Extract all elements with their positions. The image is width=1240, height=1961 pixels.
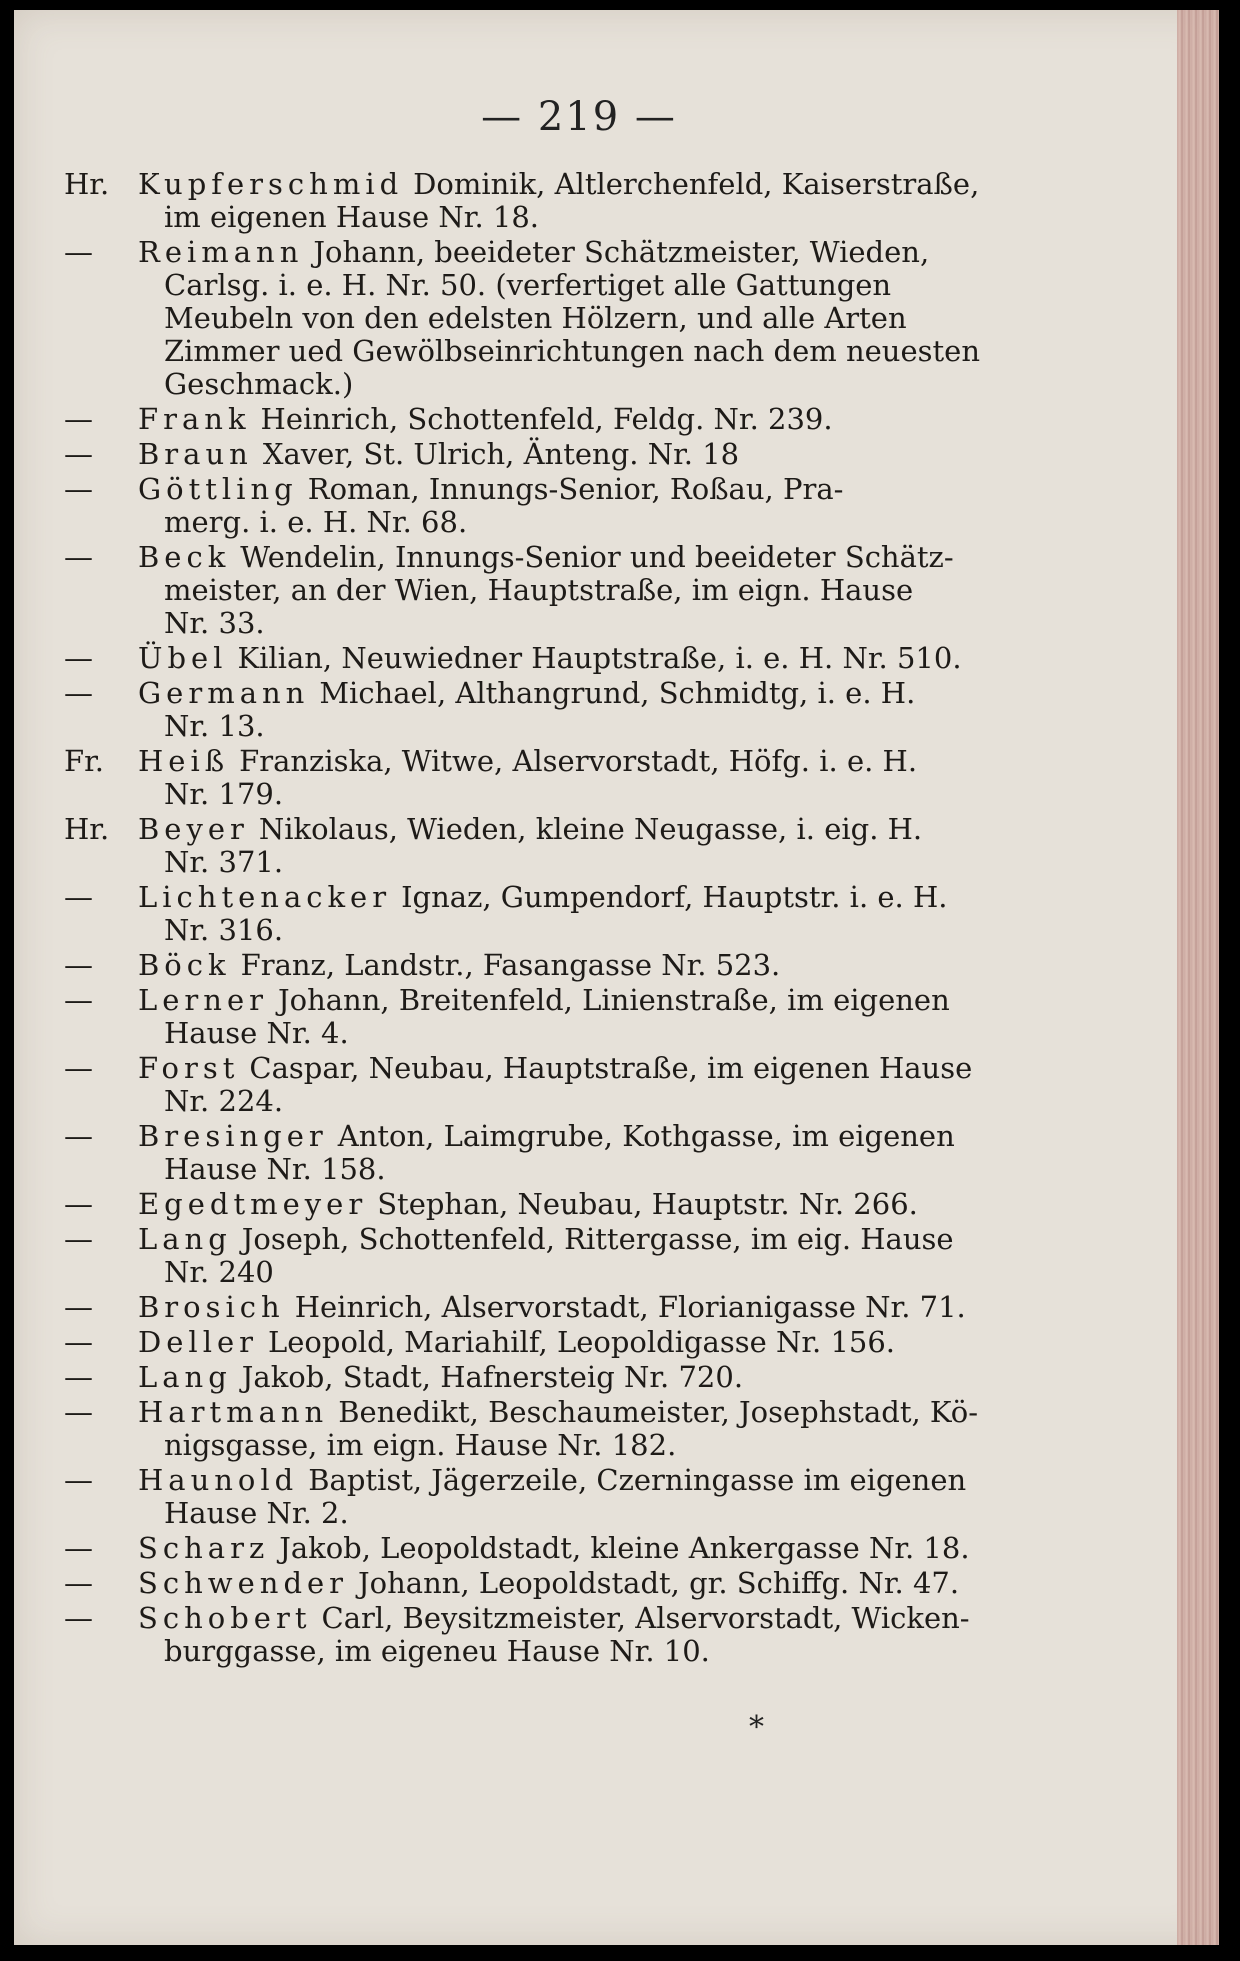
entry-prefix: — <box>64 1051 93 1085</box>
entry-prefix: — <box>64 1463 93 1497</box>
entry-text: Wendelin, Innungs-Senior und beeideter Schätz- <box>240 540 954 574</box>
page-content <box>64 94 1024 1670</box>
entry-surname: Haunold <box>138 1463 299 1497</box>
list-item <box>64 813 1024 879</box>
entry-surname: Braun <box>138 437 253 471</box>
entry-continuation: Hause Nr. 158. <box>164 1152 386 1186</box>
entry-text: Nikolaus, Wieden, kleine Neugasse, i. eig. H. <box>258 812 923 846</box>
entry-text: Kilian, Neuwiedner Hauptstraße, i. e. H. Nr. 510. <box>237 641 962 675</box>
entry-first-line <box>64 1223 1024 1256</box>
entry-text: Johann, Leopoldstadt, gr. Schiffg. Nr. 47. <box>358 1566 960 1600</box>
entry-first-line <box>64 949 1024 982</box>
entry-first-line <box>64 473 1024 506</box>
entry-text: Jakob, Stadt, Hafnersteig Nr. 720. <box>241 1360 744 1394</box>
entry-prefix: — <box>64 676 93 710</box>
list-item <box>64 403 1024 436</box>
entry-surname: Lang <box>138 1360 232 1394</box>
entry-text: Xaver, St. Ulrich, Änteng. Nr. 18 <box>262 437 740 471</box>
entry-first-line <box>64 1567 1024 1600</box>
entry-prefix: — <box>64 1325 93 1359</box>
entry-prefix: — <box>64 948 93 982</box>
entry-text: Roman, Innungs-Senior, Roßau, Pra- <box>307 472 844 506</box>
entry-continuation: Meubeln von den edelsten Hölzern, und alle Arten <box>164 301 907 335</box>
entry-surname: Hartmann <box>138 1395 329 1429</box>
entry-first-line <box>64 168 1024 201</box>
list-item <box>64 677 1024 743</box>
list-item <box>64 745 1024 811</box>
list-item <box>64 168 1024 234</box>
list-item <box>64 1120 1024 1186</box>
entry-surname: Beck <box>138 540 231 574</box>
entry-surname: Schwender <box>138 1566 349 1600</box>
entry-first-line <box>64 1120 1024 1153</box>
list-item <box>64 541 1024 640</box>
entry-continuation: Zimmer ued Gewölbseinrichtungen nach dem neuesten <box>164 334 981 368</box>
entry-first-line <box>64 881 1024 914</box>
book-page <box>14 10 1219 1945</box>
entry-text: Johann, beeideter Schätzmeister, Wieden, <box>313 235 930 269</box>
entry-surname: Kupferschmid <box>138 167 404 201</box>
entry-continuation: Hause Nr. 4. <box>164 1016 349 1050</box>
entry-first-line <box>64 541 1024 574</box>
entry-surname: Lichtenacker <box>138 880 392 914</box>
list-item <box>64 642 1024 675</box>
entry-continuation: Hause Nr. 2. <box>164 1496 349 1530</box>
entry-continuation: Nr. 224. <box>164 1084 284 1118</box>
list-item <box>64 473 1024 539</box>
entry-surname: Heiß <box>138 744 230 778</box>
entry-surname: Böck <box>138 948 231 982</box>
entry-text: Joseph, Schottenfeld, Rittergasse, im eig. Hause <box>241 1222 954 1256</box>
list-item <box>64 1291 1024 1324</box>
list-item <box>64 1052 1024 1118</box>
list-item <box>64 438 1024 471</box>
entry-surname: Lerner <box>138 983 268 1017</box>
entry-surname: Göttling <box>138 472 298 506</box>
entry-prefix: — <box>64 1566 93 1600</box>
entry-first-line <box>64 1188 1024 1221</box>
entry-surname: Schobert <box>138 1601 312 1635</box>
page-edge <box>1177 10 1219 1945</box>
list-item <box>64 1602 1024 1668</box>
list-item <box>64 1361 1024 1394</box>
entry-continuation: Nr. 316. <box>164 913 284 947</box>
entry-first-line <box>64 745 1024 778</box>
entry-prefix: — <box>64 402 93 436</box>
entry-continuation: Nr. 33. <box>164 606 265 640</box>
entry-surname: Bresinger <box>138 1119 328 1153</box>
entry-surname: Lang <box>138 1222 232 1256</box>
page-number: — 219 — <box>481 94 677 140</box>
list-item <box>64 1567 1024 1600</box>
entry-first-line <box>64 1464 1024 1497</box>
entry-first-line <box>64 236 1024 269</box>
entry-continuation: meister, an der Wien, Hauptstraße, im eign. Hause <box>164 573 914 607</box>
entry-surname: Germann <box>138 676 310 710</box>
entry-prefix: — <box>64 641 93 675</box>
footer-mark: * <box>749 1710 764 1745</box>
entry-prefix: — <box>64 472 93 506</box>
entry-first-line <box>64 642 1024 675</box>
entry-first-line <box>64 1602 1024 1635</box>
list-item <box>64 1532 1024 1565</box>
list-item <box>64 1188 1024 1221</box>
list-item <box>64 236 1024 401</box>
entry-surname: Scharz <box>138 1531 270 1565</box>
entry-prefix: — <box>64 1601 93 1635</box>
entry-text: Dominik, Altlerchenfeld, Kaiserstraße, <box>413 167 980 201</box>
entry-text: Leopold, Mariahilf, Leopoldigasse Nr. 156. <box>268 1325 896 1359</box>
entry-text: Michael, Althangrund, Schmidtg, i. e. H. <box>319 676 916 710</box>
entry-surname: Beyer <box>138 812 249 846</box>
entry-prefix: — <box>64 1531 93 1565</box>
entry-first-line <box>64 1361 1024 1394</box>
entry-continuation: Nr. 371. <box>164 845 284 879</box>
entry-prefix: — <box>64 1360 93 1394</box>
entry-prefix: — <box>64 540 93 574</box>
entry-continuation: Nr. 13. <box>164 709 265 743</box>
entry-continuation: merg. i. e. H. Nr. 68. <box>164 505 468 539</box>
entry-first-line <box>64 1326 1024 1359</box>
entry-prefix: Hr. <box>64 167 110 201</box>
entry-first-line <box>64 403 1024 436</box>
entry-prefix: — <box>64 1119 93 1153</box>
entry-first-line <box>64 813 1024 846</box>
entry-text: Caspar, Neubau, Hauptstraße, im eigenen Hause <box>249 1051 973 1085</box>
list-item <box>64 1223 1024 1289</box>
entry-surname: Deller <box>138 1325 258 1359</box>
entry-prefix: — <box>64 1290 93 1324</box>
entry-first-line <box>64 1396 1024 1429</box>
entry-surname: Brosich <box>138 1290 285 1324</box>
list-item <box>64 1326 1024 1359</box>
list-item <box>64 949 1024 982</box>
entry-text: Ignaz, Gumpendorf, Hauptstr. i. e. H. <box>401 880 948 914</box>
entry-continuation: im eigenen Hause Nr. 18. <box>164 200 540 234</box>
entry-surname: Reimann <box>138 235 304 269</box>
list-item <box>64 1396 1024 1462</box>
entry-continuation: Nr. 179. <box>164 777 284 811</box>
entry-prefix: — <box>64 1395 93 1429</box>
entry-text: Anton, Laimgrube, Kothgasse, im eigenen <box>337 1119 955 1153</box>
entry-first-line <box>64 1291 1024 1324</box>
list-item <box>64 1464 1024 1530</box>
entry-text: Johann, Breitenfeld, Linienstraße, im eigenen <box>278 983 950 1017</box>
entry-text: Carl, Beysitzmeister, Alservorstadt, Wicken- <box>321 1601 970 1635</box>
entry-surname: Egedtmeyer <box>138 1187 368 1221</box>
entry-prefix: — <box>64 1187 93 1221</box>
entry-continuation: Nr. 240 <box>164 1255 274 1289</box>
entry-continuation: burggasse, im eigeneu Hause Nr. 10. <box>164 1634 710 1668</box>
entry-prefix: — <box>64 235 93 269</box>
entry-text: Heinrich, Alservorstadt, Florianigasse Nr. 71. <box>294 1290 966 1324</box>
entry-prefix: — <box>64 1222 93 1256</box>
entry-prefix: Fr. <box>64 744 105 778</box>
entry-surname: Übel <box>138 641 228 675</box>
entry-surname: Frank <box>138 402 251 436</box>
entry-continuation: nigsgasse, im eign. Hause Nr. 182. <box>164 1428 677 1462</box>
entry-text: Franz, Landstr., Fasangasse Nr. 523. <box>240 948 781 982</box>
entry-prefix: — <box>64 983 93 1017</box>
entry-text: Franziska, Witwe, Alservorstadt, Höfg. i. e. H. <box>239 744 918 778</box>
entry-prefix: — <box>64 880 93 914</box>
entry-text: Heinrich, Schottenfeld, Feldg. Nr. 239. <box>260 402 833 436</box>
entry-first-line <box>64 1052 1024 1085</box>
entry-first-line <box>64 677 1024 710</box>
entry-prefix: Hr. <box>64 812 110 846</box>
list-item <box>64 881 1024 947</box>
entry-surname: Forst <box>138 1051 240 1085</box>
entry-first-line <box>64 984 1024 1017</box>
entry-text: Baptist, Jägerzeile, Czerningasse im eigenen <box>308 1463 967 1497</box>
entry-continuation: Carlsg. i. e. H. Nr. 50. (verfertiget alle Gattungen <box>164 268 892 302</box>
entry-continuation: Geschmack.) <box>164 367 354 401</box>
entry-list <box>64 168 1024 1668</box>
entry-text: Jakob, Leopoldstadt, kleine Ankergasse Nr. 18. <box>279 1531 970 1565</box>
list-item <box>64 984 1024 1050</box>
entry-first-line <box>64 438 1024 471</box>
entry-first-line <box>64 1532 1024 1565</box>
entry-prefix: — <box>64 437 93 471</box>
entry-text: Stephan, Neubau, Hauptstr. Nr. 266. <box>377 1187 918 1221</box>
entry-text: Benedikt, Beschaumeister, Josephstadt, Kö- <box>338 1395 979 1429</box>
